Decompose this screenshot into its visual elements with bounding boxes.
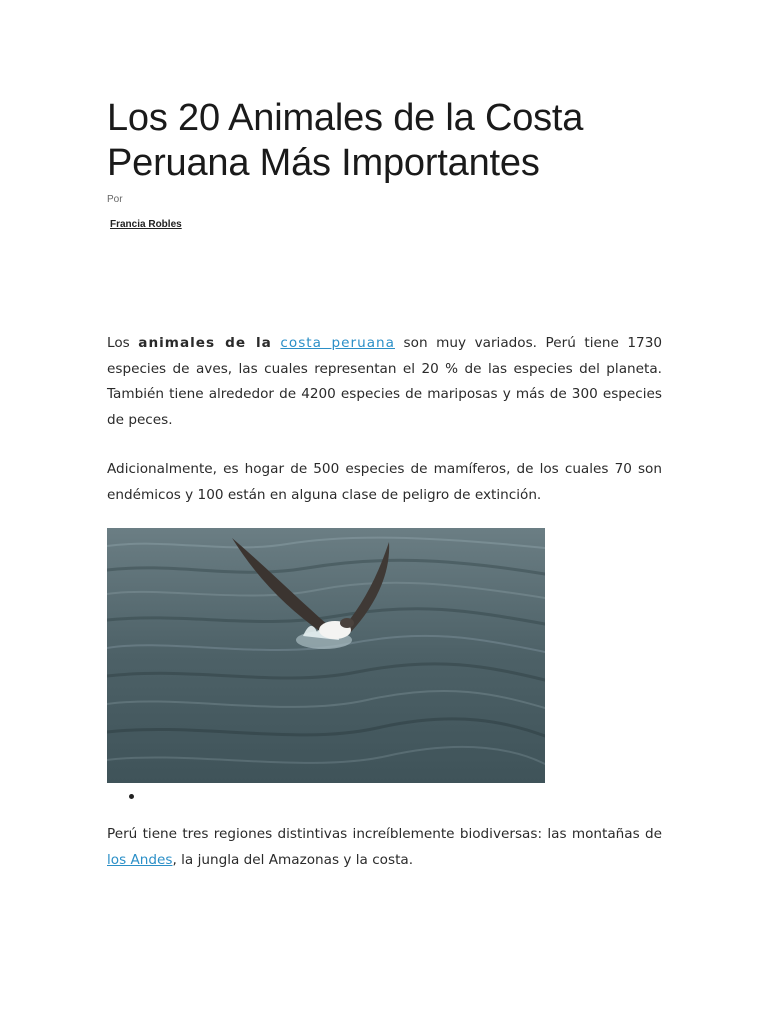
seabird-photo bbox=[107, 528, 545, 783]
intro-text-rest: son muy variados. Perú tiene 1730 especies de aves, las cuales representan el 20 % de las especies del planeta. También tiene alrededor de 4200 especies de mariposas y más de 300 especies de peces. bbox=[107, 335, 662, 428]
regions-text-start: Perú tiene tres regiones distintivas increíblemente biodiversas: las montañas de bbox=[107, 826, 662, 842]
intro-paragraph bbox=[107, 331, 662, 433]
list-bullet bbox=[129, 794, 134, 799]
author-link[interactable]: Francia Robles bbox=[110, 219, 182, 230]
regions-paragraph bbox=[107, 822, 662, 873]
article-title: Los 20 Animales de la Costa Peruana Más Importantes bbox=[107, 97, 584, 184]
costa-peruana-link[interactable]: costa peruana bbox=[280, 335, 395, 351]
los-andes-link[interactable]: los Andes bbox=[107, 851, 173, 868]
regions-text-rest: , la jungla del Amazonas y la costa. bbox=[172, 851, 414, 868]
mammals-paragraph: Adicionalmente, es hogar de 500 especies de mamíferos, de los cuales 70 son endémicos y 100 están en alguna clase de peligro de extinción. bbox=[107, 461, 662, 503]
byline-label: Por bbox=[107, 194, 123, 205]
intro-text-start: Los bbox=[107, 335, 139, 351]
intro-bold-text: animales de la bbox=[138, 335, 272, 351]
